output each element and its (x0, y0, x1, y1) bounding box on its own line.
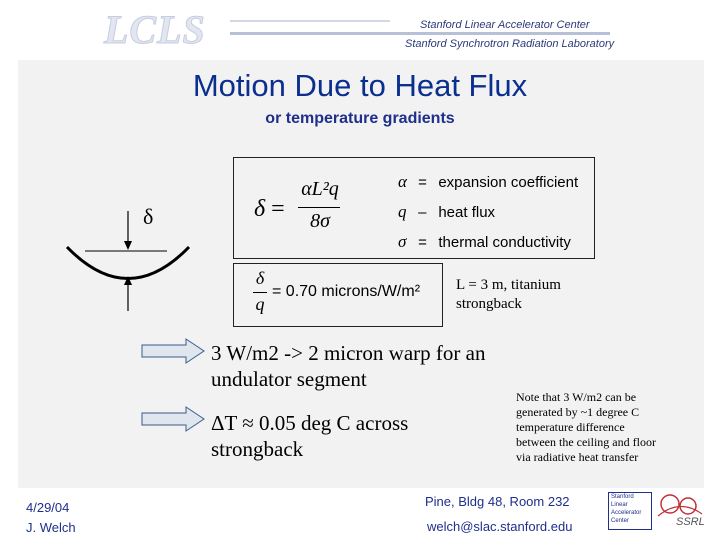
slac-ssrl-seal (600, 490, 710, 532)
fraction-bar (298, 207, 340, 208)
definition-row: α = expansion coefficient (398, 172, 579, 191)
arrow-icon (140, 338, 206, 364)
footer-author: J. Welch (26, 520, 76, 535)
deflection-symbol: δ (143, 204, 154, 229)
header-rule-top (230, 20, 390, 22)
slac-label: Stanford Linear Accelerator Center (420, 19, 590, 31)
footer-date: 4/29/04 (26, 500, 70, 515)
formula2-rhs: = 0.70 microns/W/m² (272, 283, 421, 300)
footer-location: Pine, Bldg 48, Room 232 (425, 494, 570, 509)
page-title: Motion Due to Heat Flux (192, 68, 528, 103)
fraction-bar (253, 292, 267, 293)
bullet-warp: 3 W/m2 -> 2 micron warp for an undulator segment (211, 341, 486, 391)
slac-seal: Stanford Linear Accelerator Center (608, 492, 652, 530)
side-note: Note that 3 W/m2 can be generated by ~1 degree C temperature difference between the ceiling and floor via radiative heat transfer (516, 390, 656, 464)
arrow-icon (140, 406, 206, 432)
footer-email: welch@slac.stanford.edu (427, 519, 573, 534)
header-rule (230, 32, 610, 35)
definition-row: q – heat flux (398, 202, 496, 221)
ssrl-label-small: SSRL (676, 516, 705, 528)
formula1-lhs: δ = (254, 196, 285, 222)
formula2-numerator: δ (255, 268, 265, 288)
definitions-list (398, 172, 578, 262)
page-subtitle: or temperature gradients (265, 110, 455, 127)
lcls-logo: LCLS (104, 7, 206, 52)
formula1-numerator: αL²q (301, 178, 339, 200)
formula2-denominator: q (255, 294, 265, 314)
ssrl-label: Stanford Synchrotron Radiation Laboratory (405, 38, 615, 50)
bullet-temperature: ΔT ≈ 0.05 deg C across strongback (211, 411, 409, 461)
formula1-denominator: 8σ (310, 210, 330, 232)
formula2-note: L = 3 m, titanium strongback (456, 277, 561, 312)
bent-beam-diagram (55, 185, 205, 315)
definition-row: σ = thermal conductivity (398, 232, 571, 251)
